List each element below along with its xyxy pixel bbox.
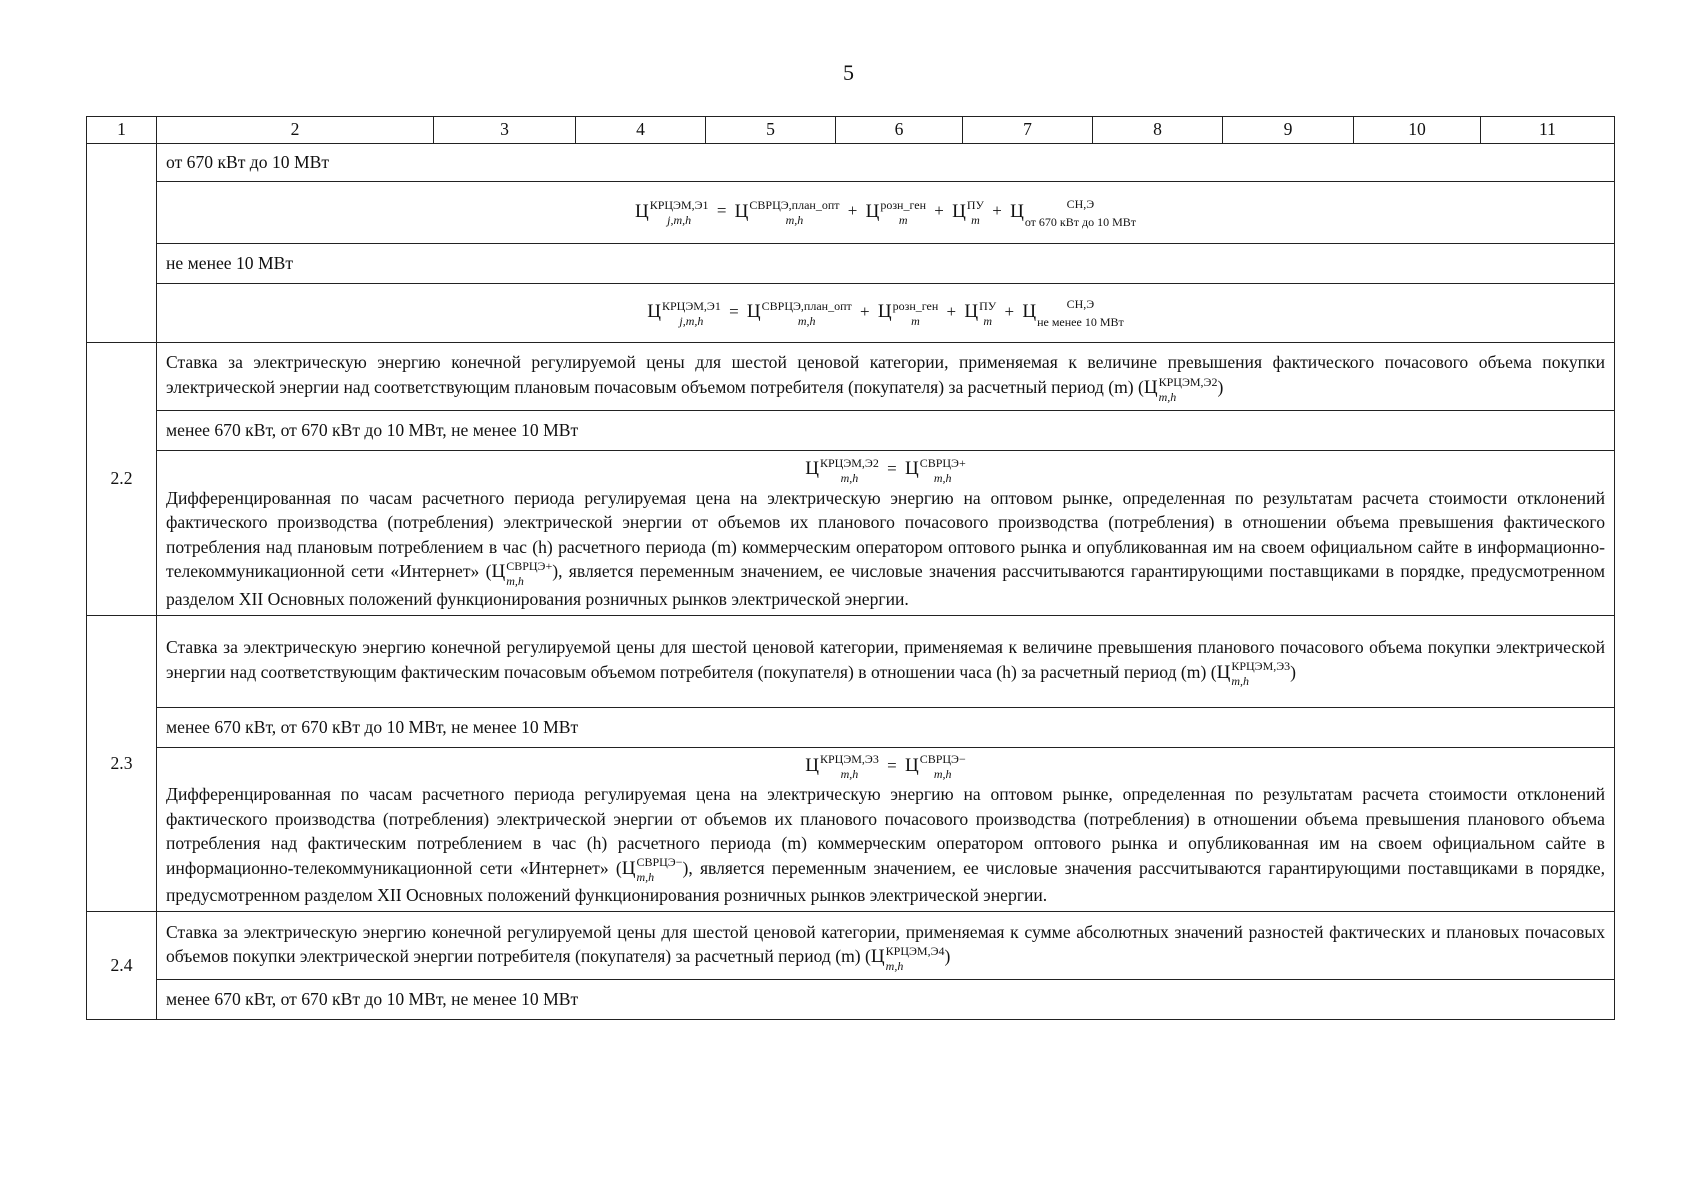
rate-description: Ц КРЦЭМ,Э2 m,h = Ц СВРЦЭ+ m,h Дифференцированная по часам расчетного периода регулируемая цена на электрическую энергию на оптовом рынке, определенная по результатам расчета стоимости отклонений фактического производства (потребления) электрической энергии от объемов их планового почасового производства (потребления) в отношении объема превышения фактического потребления над плановым потреблением в час (h) расчетного периода (m) коммерческим оператором оптового рынка и опубликованная им на своем официальном сайте в информационно-телекоммуникационной сети «Интернет» (Ц СВРЦЭ+ m,h ), является переменным значением, ее числовые значения рассчитываются гарантирующими поставщиками в порядке, предусмотренном разделом XII Основных положений функционирования розничных рынков электрической энергии. bbox=[157, 451, 1615, 616]
rate-description: Ц КРЦЭМ,Э3 m,h = Ц СВРЦЭ− m,h Дифференцированная по часам расчетного периода регулируемая цена на электрическую энергию на оптовом рынке, определенная по результатам расчета стоимости отклонений фактического производства (потребления) электрической энергии от объемов их планового почасового производства (потребления) в отношении объема превышения планового объема потребления над фактическим потреблением в час (h) расчетного периода (m) коммерческим оператором оптового рынка и опубликованная им на своем официальном сайте в информационно-телекоммуникационной сети «Интернет» (Ц СВРЦЭ− m,h ), является переменным значением, ее числовые значения рассчитываются гарантирующими поставщиками в порядке, предусмотренном разделом XII Основных положений функционирования розничных рынков электрической энергии. bbox=[157, 747, 1615, 912]
power-band: от 670 кВт до 10 МВт bbox=[157, 144, 1615, 182]
row-number-empty bbox=[87, 144, 157, 343]
formula: Ц КРЦЭМ,Э3 m,h = Ц СВРЦЭ− m,h bbox=[805, 752, 966, 782]
rate-title: Ставка за электрическую энергию конечной регулируемой цены для шестой ценовой категории, применяемая к величине превышения фактического почасового объема покупки электрической энергии над соответствующим плановым почасовым объемом потребителя (покупателя) за расчетный период (m) (Ц КРЦЭМ,Э2 m,h ) bbox=[157, 343, 1615, 411]
col-header: 6 bbox=[836, 117, 963, 144]
row-number: 2.4 bbox=[87, 912, 157, 1020]
rate-title: Ставка за электрическую энергию конечной регулируемой цены для шестой ценовой категории, применяемая к сумме абсолютных значений разностей фактических и плановых почасовых объемов покупки электрической энергии потребителя (покупателя) за расчетный период (m) (Ц КРЦЭМ,Э4 m,h ) bbox=[157, 912, 1615, 980]
col-header: 11 bbox=[1481, 117, 1615, 144]
formula: Ц КРЦЭМ,Э1 j,m,h = Ц СВРЦЭ,план_опт m,h + Ц розн_ген m + Ц ПУ m + Ц СН,Э не менее 10 МВт bbox=[157, 284, 1615, 343]
col-header: 1 bbox=[87, 117, 157, 144]
header-row bbox=[87, 117, 1615, 144]
col-header: 2 bbox=[157, 117, 434, 144]
col-header: 7 bbox=[963, 117, 1093, 144]
formula: Ц КРЦЭМ,Э1 j,m,h = Ц СВРЦЭ,план_опт m,h + Ц розн_ген m + Ц ПУ m + Ц СН,Э от 670 кВт до 10 МВт bbox=[157, 182, 1615, 244]
tariff-table bbox=[86, 116, 1615, 1020]
col-header: 10 bbox=[1354, 117, 1481, 144]
col-header: 4 bbox=[576, 117, 706, 144]
col-header: 3 bbox=[434, 117, 576, 144]
col-header: 8 bbox=[1093, 117, 1223, 144]
page-number: 5 bbox=[843, 60, 854, 85]
power-band: не менее 10 МВт bbox=[157, 244, 1615, 284]
row-number: 2.3 bbox=[87, 615, 157, 912]
col-header: 9 bbox=[1223, 117, 1354, 144]
formula: Ц КРЦЭМ,Э2 m,h = Ц СВРЦЭ+ m,h bbox=[805, 455, 966, 485]
power-band: менее 670 кВт, от 670 кВт до 10 МВт, не менее 10 МВт bbox=[157, 707, 1615, 747]
power-band: менее 670 кВт, от 670 кВт до 10 МВт, не менее 10 МВт bbox=[157, 411, 1615, 451]
rate-title: Ставка за электрическую энергию конечной регулируемой цены для шестой ценовой категории, применяемая к величине превышения планового почасового объема покупки электрической энергии над соответствующим фактическим почасовым объемом потребителя (покупателя) в отношении часа (h) за расчетный период (m) (Ц КРЦЭМ,Э3 m,h ) bbox=[157, 615, 1615, 707]
power-band: менее 670 кВт, от 670 кВт до 10 МВт, не менее 10 МВт bbox=[157, 980, 1615, 1020]
col-header: 5 bbox=[706, 117, 836, 144]
row-number: 2.2 bbox=[87, 343, 157, 616]
